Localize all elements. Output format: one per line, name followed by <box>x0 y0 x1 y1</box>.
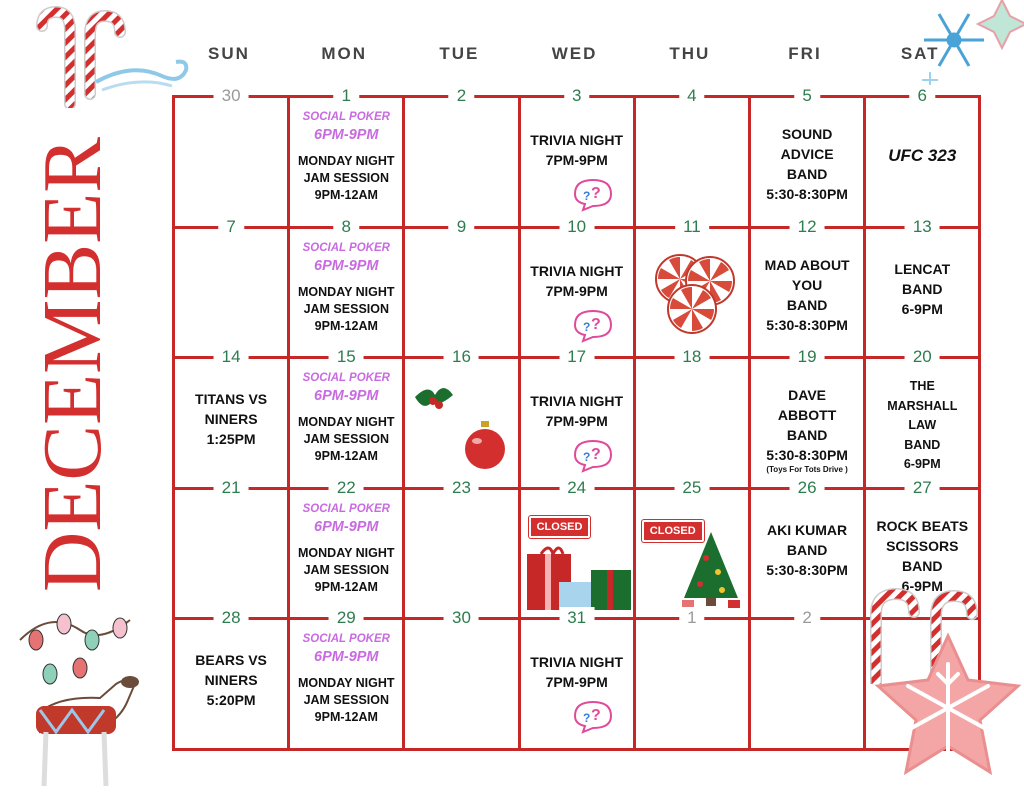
svg-text:?: ? <box>590 185 601 202</box>
day-events <box>866 146 978 166</box>
day-number: 28 <box>214 607 249 629</box>
day-cell[interactable] <box>402 86 520 229</box>
day-number: 4 <box>679 85 704 107</box>
event-text: THE <box>909 379 935 394</box>
event-text: JAM SESSION <box>303 693 389 708</box>
trivia-question-icon <box>567 437 617 473</box>
day-cell[interactable] <box>633 608 751 751</box>
day-number: 25 <box>674 477 709 499</box>
event-text: MARSHALL <box>887 398 958 413</box>
weekday-sat: SAT <box>900 44 940 63</box>
day-number: 18 <box>674 346 709 368</box>
event-text: 7PM-9PM <box>545 282 608 299</box>
day-number: 15 <box>329 346 364 368</box>
poker-title: SOCIAL POKER <box>302 502 390 515</box>
day-cell[interactable] <box>633 347 751 490</box>
peppermint-candy-icon <box>650 251 742 346</box>
day-number: 12 <box>790 216 825 238</box>
day-number: 30 <box>444 607 479 629</box>
day-events <box>866 259 978 319</box>
day-number: 17 <box>559 346 594 368</box>
day-cell[interactable] <box>287 477 405 621</box>
event-text: MONDAY NIGHT <box>298 415 395 430</box>
event-text: TRIVIA NIGHT <box>530 393 624 410</box>
day-events <box>290 110 402 204</box>
day-cell[interactable] <box>172 216 290 360</box>
day-events <box>751 124 863 204</box>
poker-title: SOCIAL POKER <box>302 372 390 385</box>
day-cell[interactable] <box>863 86 981 229</box>
day-events <box>866 377 978 475</box>
event-text: SOUND <box>781 126 833 142</box>
event-text: BAND <box>786 296 828 313</box>
svg-text:?: ? <box>590 707 601 725</box>
day-number: 13 <box>905 216 940 238</box>
day-events <box>751 520 863 580</box>
day-number: 29 <box>329 607 364 629</box>
weekday-mon: MON <box>321 44 368 63</box>
day-cell[interactable] <box>287 347 405 490</box>
event-text: SCISSORS <box>886 537 959 554</box>
poker-hours: 6PM-9PM <box>314 127 379 143</box>
event-text: LAW <box>908 418 937 433</box>
event-text: 5:30-8:30PM <box>766 316 848 333</box>
svg-text:?: ? <box>582 189 591 203</box>
day-cell[interactable] <box>518 216 636 360</box>
day-cell[interactable] <box>402 477 520 621</box>
weekday-tue: TUE <box>439 44 480 63</box>
trivia-question-icon <box>567 698 617 734</box>
day-cell[interactable] <box>172 347 290 490</box>
weekday-sun: SUN <box>208 44 250 63</box>
event-text: JAM SESSION <box>303 432 389 447</box>
day-number: 11 <box>675 216 709 238</box>
day-events <box>175 650 287 710</box>
day-cell[interactable] <box>172 86 290 229</box>
day-events <box>521 391 633 478</box>
day-events <box>751 255 863 335</box>
event-text: ROCK BEATS <box>876 517 969 534</box>
day-cell[interactable] <box>748 86 866 229</box>
day-events <box>290 371 402 465</box>
day-cell[interactable] <box>863 347 981 490</box>
day-events <box>290 632 402 726</box>
weekday-wed: WED <box>551 44 598 63</box>
weekday-fri: FRI <box>788 44 822 63</box>
day-number: 31 <box>559 607 594 629</box>
event-text: MAD ABOUT <box>764 256 850 273</box>
event-text: UFC 323 <box>888 146 957 165</box>
month-title <box>22 130 118 600</box>
day-cell[interactable] <box>863 216 981 360</box>
day-cell[interactable] <box>633 477 751 621</box>
day-number: 5 <box>794 85 819 107</box>
event-text: DAVE <box>788 387 827 404</box>
day-number: 10 <box>559 216 594 238</box>
event-text: MONDAY NIGHT <box>298 676 395 691</box>
day-events <box>290 241 402 335</box>
day-cell[interactable] <box>402 216 520 360</box>
svg-text:DECEMBER: DECEMBER <box>26 134 118 592</box>
day-cell[interactable] <box>402 608 520 751</box>
day-number: 1 <box>679 607 704 629</box>
event-text: 7PM-9PM <box>545 152 608 168</box>
day-cell[interactable] <box>518 347 636 490</box>
event-text: LENCAT <box>894 260 951 277</box>
day-cell[interactable] <box>287 608 405 751</box>
poker-title: SOCIAL POKER <box>302 111 390 123</box>
day-number: 19 <box>790 346 825 368</box>
day-number: 23 <box>444 477 479 499</box>
poker-hours: 6PM-9PM <box>314 257 379 274</box>
day-number: 21 <box>214 477 249 499</box>
event-text: TITANS VS <box>195 391 268 408</box>
event-text: NINERS <box>204 411 258 428</box>
day-cell[interactable] <box>518 86 636 229</box>
day-cell[interactable] <box>748 477 866 621</box>
weekday-thu: THU <box>669 44 711 63</box>
event-note: (Toys For Tots Drive ) <box>766 465 848 475</box>
day-number: 16 <box>444 346 479 368</box>
day-cell[interactable] <box>518 608 636 751</box>
day-cell[interactable] <box>402 347 520 490</box>
event-text: JAM SESSION <box>303 171 389 185</box>
event-text: BAND <box>902 280 943 297</box>
day-cell[interactable] <box>518 477 636 621</box>
closed-sign: CLOSED <box>529 516 591 538</box>
day-number: 20 <box>905 346 940 368</box>
svg-text:?: ? <box>590 315 601 333</box>
event-text: BAND <box>902 557 943 574</box>
poker-hours: 6PM-9PM <box>314 388 379 405</box>
event-text: BAND <box>786 166 828 182</box>
event-text: JAM SESSION <box>303 301 389 316</box>
event-text: BAND <box>786 427 828 444</box>
svg-text:?: ? <box>582 711 591 726</box>
day-cell[interactable] <box>172 477 290 621</box>
poker-title: SOCIAL POKER <box>302 633 390 646</box>
event-text: NINERS <box>204 672 258 689</box>
event-text: TRIVIA NIGHT <box>530 654 624 671</box>
day-cell[interactable] <box>172 608 290 751</box>
event-text: 5:30-8:30PM <box>766 447 848 464</box>
event-text: ABBOTT <box>777 407 837 424</box>
day-cell[interactable] <box>633 86 751 229</box>
event-text: TRIVIA NIGHT <box>530 132 624 148</box>
day-events <box>751 385 863 474</box>
event-text: 6-9PM <box>901 300 943 317</box>
trivia-question-icon <box>567 307 617 343</box>
event-text: 9PM-12AM <box>314 579 378 594</box>
event-text: ADVICE <box>780 146 834 162</box>
day-number: 7 <box>218 216 243 238</box>
day-number: 1 <box>334 85 359 107</box>
event-text: 9PM-12AM <box>314 318 378 333</box>
event-text: 9PM-12AM <box>314 188 378 202</box>
event-text: 5:30-8:30PM <box>766 186 848 202</box>
day-cell[interactable] <box>748 608 866 751</box>
event-text: MONDAY NIGHT <box>298 154 395 168</box>
day-number: 24 <box>559 477 594 499</box>
event-text: 1:25PM <box>206 431 256 448</box>
day-cell[interactable] <box>287 86 405 229</box>
day-number: 22 <box>329 477 364 499</box>
christmas-tree-icon <box>676 528 746 615</box>
event-text: YOU <box>791 276 823 293</box>
dog-sweater-icon <box>0 600 165 792</box>
day-cell[interactable] <box>287 216 405 360</box>
day-events <box>521 130 633 217</box>
day-number: 27 <box>905 477 940 499</box>
day-number: 26 <box>790 477 825 499</box>
day-events <box>290 502 402 596</box>
day-number: 30 <box>214 85 249 107</box>
event-text: 6-9PM <box>901 577 943 594</box>
event-text: MONDAY NIGHT <box>298 284 395 299</box>
event-text: JAM SESSION <box>303 562 389 577</box>
event-text: TRIVIA NIGHT <box>530 262 624 279</box>
day-number: 2 <box>794 607 819 629</box>
event-text: AKI KUMAR <box>767 521 848 538</box>
day-number: 8 <box>334 216 359 238</box>
event-text: 7PM-9PM <box>545 674 608 691</box>
day-cell[interactable] <box>748 347 866 490</box>
day-cell[interactable] <box>748 216 866 360</box>
event-text: 5:30-8:30PM <box>766 561 848 578</box>
event-text: BEARS VS <box>195 652 267 669</box>
day-number: 6 <box>910 85 935 107</box>
ornament-holly-icon <box>409 373 513 478</box>
day-events <box>521 652 633 739</box>
event-text: 9PM-12AM <box>314 710 378 725</box>
poker-hours: 6PM-9PM <box>314 649 379 666</box>
day-events <box>175 389 287 449</box>
day-number: 9 <box>449 216 474 238</box>
trivia-question-icon <box>567 176 617 212</box>
day-cell[interactable] <box>633 216 751 360</box>
poker-title: SOCIAL POKER <box>302 241 390 254</box>
day-number: 14 <box>214 346 249 368</box>
event-text: BAND <box>786 541 828 558</box>
event-text: 5:20PM <box>206 692 256 709</box>
event-text: BAND <box>904 437 941 452</box>
day-events <box>521 261 633 348</box>
event-text: 7PM-9PM <box>545 413 608 430</box>
closed-sign: CLOSED <box>642 520 704 542</box>
event-text: MONDAY NIGHT <box>298 545 395 560</box>
svg-text:?: ? <box>582 319 591 334</box>
day-number: 3 <box>564 85 589 107</box>
event-text: 6-9PM <box>903 457 941 472</box>
svg-text:?: ? <box>582 450 591 465</box>
svg-text:?: ? <box>590 446 601 464</box>
snowflake-cookie-icon <box>872 632 1024 792</box>
day-number: 2 <box>449 85 474 107</box>
poker-hours: 6PM-9PM <box>314 518 379 535</box>
event-text: 9PM-12AM <box>314 449 378 464</box>
